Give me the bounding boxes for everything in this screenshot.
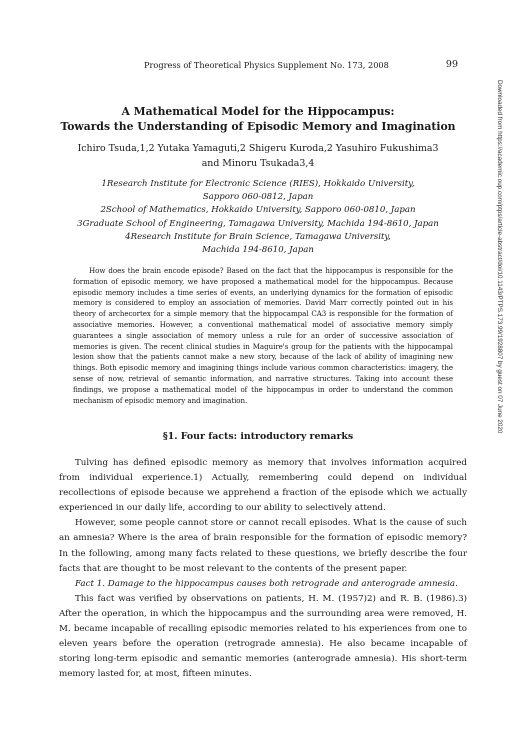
paragraph: However, some people cannot store or cannot recall episodes. What is the cause of such an amnesia? Where is the area of brain responsible for the formation of episodic memory? In the following, among many facts related to these questions, we briefly describe the four facts that are thought to be most relevant to the contents of the present paper. (59, 518, 467, 574)
affiliation-line: Machida 194-8610, Japan (202, 245, 314, 256)
section-heading: §1. Four facts: introductory remarks (162, 431, 354, 442)
affiliation-line: 1Research Institute for Electronic Science (RIES), Hokkaido University, (101, 179, 415, 189)
paragraph: Tulving has defined episodic memory as memory that involves information acquired from individual experience.1) Actually, remembering could depend on individual recollections of episode because we apprehend a fraction of the episode which we actually experienced in our daily life, according to our ability to selectively attend. (59, 458, 467, 514)
body-text (59, 456, 467, 682)
affiliation-line: Sapporo 060-0812, Japan (202, 192, 314, 203)
paper-title (40, 104, 476, 134)
paragraph: This fact was verified by observations on patients, H. M. (1957)2) and R. B. (1986).3) After the operation, in which the hippocampus and the surrounding area were removed, H. M. became incapable of recalling episodic memories related to his experiences from one to eleven years before the operation (retrograde amnesia). He also became incapable of storing long-term episodic and semantic memories (anterograde amnesia). His short-term memory lasted for, at most, fifteen minutes. (59, 593, 467, 680)
fact-statement: Fact 1. Damage to the hippocampus causes both retrograde and anterograde amnesia. (75, 578, 458, 589)
page-number: 99 (445, 59, 458, 70)
download-watermark: Downloaded from https://academic.oup.com/ptps/article-abstract/doi/10.1143/PTPS.173.99/1928807 by guest on 07 June 2020 (496, 80, 503, 434)
abstract: How does the brain encode episode? Based on the fact that the hippocampus is responsible for the formation of episodic memory, we have proposed a mathematical model for the hippocampus. Because episodic memory includes a time series of events, an underlying dynamics for the formation of episodic memory is considered to employ an association of memories. David Marr correctly pointed out in his theory of archecortex for a simple memory that the hippocampal CA3 is responsible for the formation of associative memories. However, a conventional mathematical model of associative memory simply guarantees a single association of memory unless a rule for an order of successive association of memories is given. The recent clinical studies in Maguire's group for the patients with the hippocampal lesion show that the patients cannot make a new story, because of the lack of ability of imagining new things. Both episodic memory and imagining things include various common characteristics: imagery, the sense of now, retrieval of semantic information, and narrative structures. Taking into account these findings, we propose a mathematical model of the hippocampus in order to understand the common mechanism of episodic memory and imagination. (73, 266, 453, 405)
author-line-2: and Minoru Tsukada3,4 (201, 157, 315, 169)
affiliation-line: 4Research Institute for Brain Science, Tamagawa University, (125, 231, 391, 242)
affiliation-line: 3Graduate School of Engineering, Tamagawa University, Machida 194-8610, Japan (77, 218, 439, 229)
title-line-1: A Mathematical Model for the Hippocampus: (121, 105, 395, 118)
author-line-1: Ichiro Tsuda,1,2 Yutaka Yamaguti,2 Shigeru Kuroda,2 Yasuhiro Fukushima3 (77, 143, 439, 154)
journal-citation: Progress of Theoretical Physics Supplement No. 173, 2008 (144, 60, 389, 70)
affiliation-line: 2School of Mathematics, Hokkaido University, Sapporo 060-0810, Japan (100, 205, 416, 216)
affiliations (40, 178, 476, 257)
title-line-2: Towards the Understanding of Episodic Memory and Imagination (60, 120, 456, 133)
author-list (40, 142, 476, 171)
